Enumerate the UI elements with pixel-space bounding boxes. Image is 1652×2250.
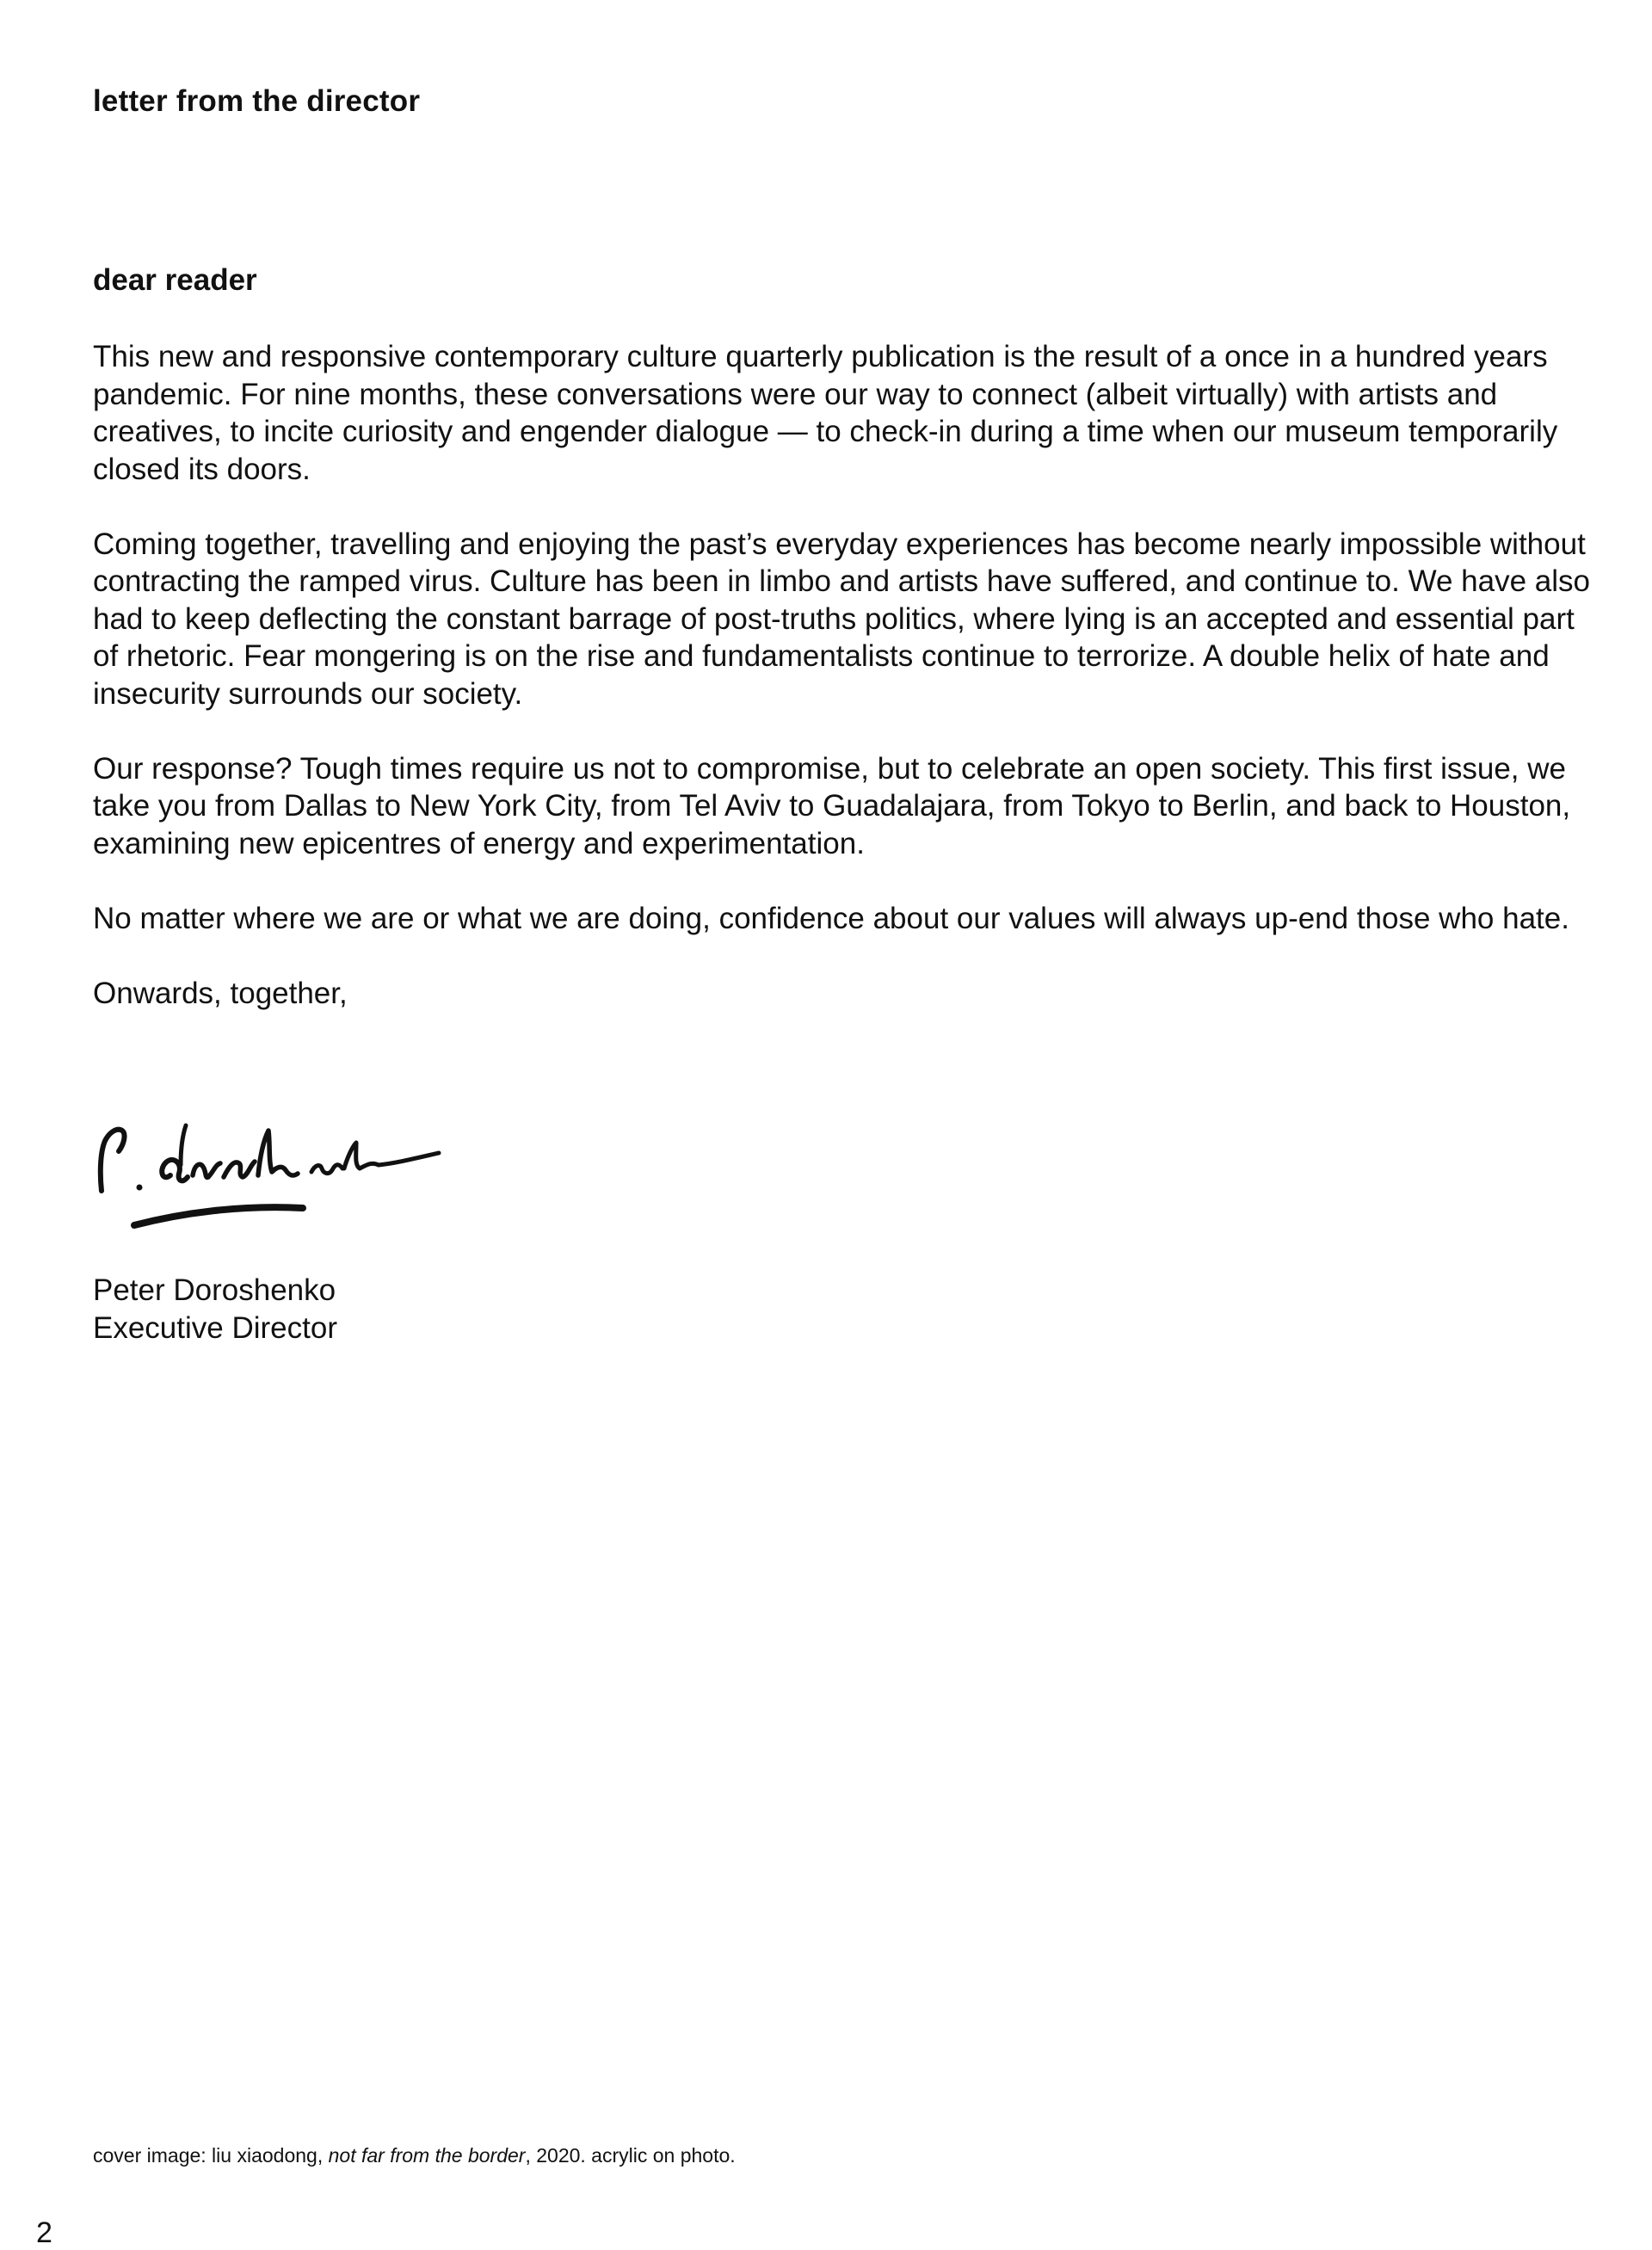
caption-artwork-title: not far from the border bbox=[328, 2144, 526, 2167]
paragraph-1: This new and responsive contemporary culture quarterly publication is the result of a once in a hundred years pandemic. For nine months, these conversations were our way to connect (albeit virtually) with artists and creatives, to incite curiosity and engender dialogue — to check-in during a time when our museum temporarily closed its doors. bbox=[93, 340, 1558, 486]
signatory-title: Executive Director bbox=[93, 1310, 337, 1345]
salutation: dear reader bbox=[93, 263, 257, 297]
paragraph-2: Coming together, travelling and enjoying the past’s everyday experiences has become nearly impossible without contracting the ramped virus. Culture has been in limbo and artists have suffered, and continue to. We have also had to keep deflecting the constant barrage of post-truths politics, where lying is an accepted and essential part of rhetoric. Fear mongering is on the rise and fundamentalists continue to terrorize. A double helix of hate and insecurity surrounds our society. bbox=[93, 527, 1590, 711]
cover-caption bbox=[93, 2144, 736, 2167]
signatory-name: Peter Doroshenko bbox=[93, 1273, 336, 1307]
paragraph-4: No matter where we are or what we are doing, confidence about our values will always up-end those who hate. bbox=[93, 901, 1569, 935]
closing-line: Onwards, together, bbox=[93, 976, 348, 1010]
caption-suffix: , 2020. acrylic on photo. bbox=[525, 2144, 736, 2167]
section-label: letter from the director bbox=[93, 84, 421, 118]
page-number: 2 bbox=[36, 2216, 52, 2249]
paragraph-3: Our response? Tough times require us not to compromise, but to celebrate an open society. This first issue, we take you from Dallas to New York City, from Tel Aviv to Guadalajara, from Tokyo to Berlin, and back to Houston, examining new epicentres of energy and experimentation. bbox=[93, 751, 1571, 860]
caption-prefix: cover image: liu xiaodong, bbox=[93, 2144, 329, 2167]
letter-body bbox=[93, 338, 1590, 1050]
signatory bbox=[93, 1272, 337, 1347]
signature bbox=[86, 1115, 499, 1244]
